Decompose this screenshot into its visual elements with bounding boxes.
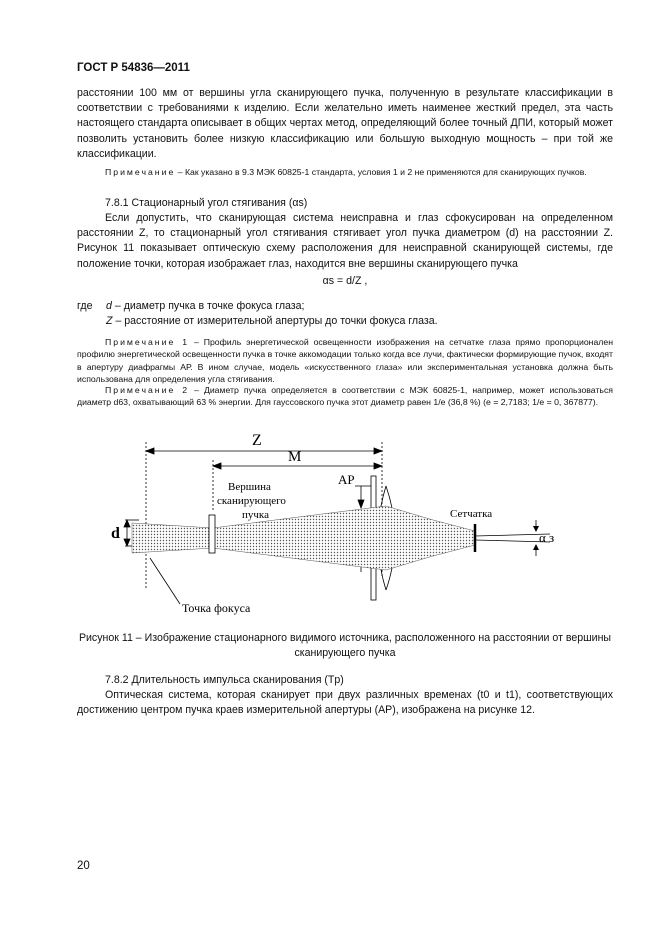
note-2: [77, 384, 613, 409]
section-782-body: Оптическая система, которая сканирует при двух различных временах (t0 и t1), соответствующих достижению центром пучка краев измерительной апертуры (АР), изображена на рисунке 12.: [77, 689, 613, 717]
page-number: 20: [77, 860, 90, 872]
label-apex-line3: пучка: [242, 509, 269, 521]
note-intro-text: – Как указано в 9.3 МЭК 60825-1 стандарта, условия 1 и 2 не применяются для сканирующих пучков.: [175, 167, 587, 177]
note-1-label: Примечание 1: [105, 337, 190, 347]
intro-paragraph: расстоянии 100 мм от вершины угла сканирующего пучка, полученную в результате классификации в соответствии с требованиями к изделию. Если желательно иметь наименее жесткий предел, эта часть настоящего стандарта описывает в общих чертах метод, определяющий более точный ДПИ, который может позволить установить более низкую классификацию или большую выходную мощность – при той же классификации.: [77, 87, 613, 160]
label-apex-line1: Вершина: [228, 481, 271, 493]
label-ap: AP: [338, 472, 355, 487]
document-header: ГОСТ Р 54836—2011: [77, 62, 190, 74]
def-symbol-d: d: [106, 300, 112, 312]
def-text-d: – диаметр пучка в точке фокуса глаза;: [114, 300, 305, 312]
label-m: M: [288, 449, 302, 465]
definition-d: [106, 299, 606, 314]
note-intro-label: Примечание: [105, 167, 176, 177]
note-2-text: – Диаметр пучка определяется в соответствии с МЭК 60825-1, например, может использоваться диаметр d63, охватывающий 63 % энергии. Для гауссовского пучка этот диаметр равен 1/e (36,8 %) (e = 2,7183; 1/e = 0, 367877).: [77, 385, 614, 408]
label-z: Z: [252, 432, 262, 449]
definition-z: [106, 314, 606, 329]
note-intro: [77, 166, 613, 178]
section-781-heading: 7.8.1 Стационарный угол стягивания (αs): [105, 197, 308, 209]
label-retina: Сетчатка: [450, 508, 493, 520]
where-label: где: [77, 300, 93, 312]
note-1: [77, 336, 613, 386]
label-focus-point: Точка фокуса: [182, 601, 251, 615]
note-1-text: – Профиль энергетической освещенности изображения на сетчатке глаза прямо пропорционален профилю энергетической освещенности пучка в точке аккомодации только когда все лучи, фактически формирующие пучок, входят в апертуру диафрагмы АР. В ином случае, модель «искусственного глаза» или экспериментальная установка должна быть использована для определения угла стягивания.: [77, 337, 613, 385]
section-782-heading: 7.8.2 Длительность импульса сканирования (Tp): [105, 674, 344, 686]
label-alpha: α з: [539, 530, 555, 545]
def-text-z: – расстояние от измерительной апертуры до точки фокуса глаза.: [115, 315, 438, 327]
note-2-label: Примечание 2: [105, 385, 190, 395]
figure-11-diagram: [90, 428, 600, 628]
figure-caption: Рисунок 11 – Изображение стационарного видимого источника, расположенного на расстоянии от вершины сканирующего пучка: [78, 632, 612, 659]
label-d: d: [111, 525, 120, 542]
formula: αs = d/Z ,: [322, 275, 368, 287]
label-apex-line2: сканирующего: [217, 495, 286, 507]
def-symbol-z: Z: [106, 315, 113, 327]
section-781-body: Если допустить, что сканирующая система неисправна и глаз сфокусирован на определенном расстоянии Z, то стационарный угол стягивания стягивает угол пучка диаметром (d) на расстоянии Z. Рисунок 11 показывает оптическую схему расположения для неисправной сканирующей системы, где положение точки, которая изображает глаз, находится вне вершины сканирующего пучка: [77, 212, 613, 270]
